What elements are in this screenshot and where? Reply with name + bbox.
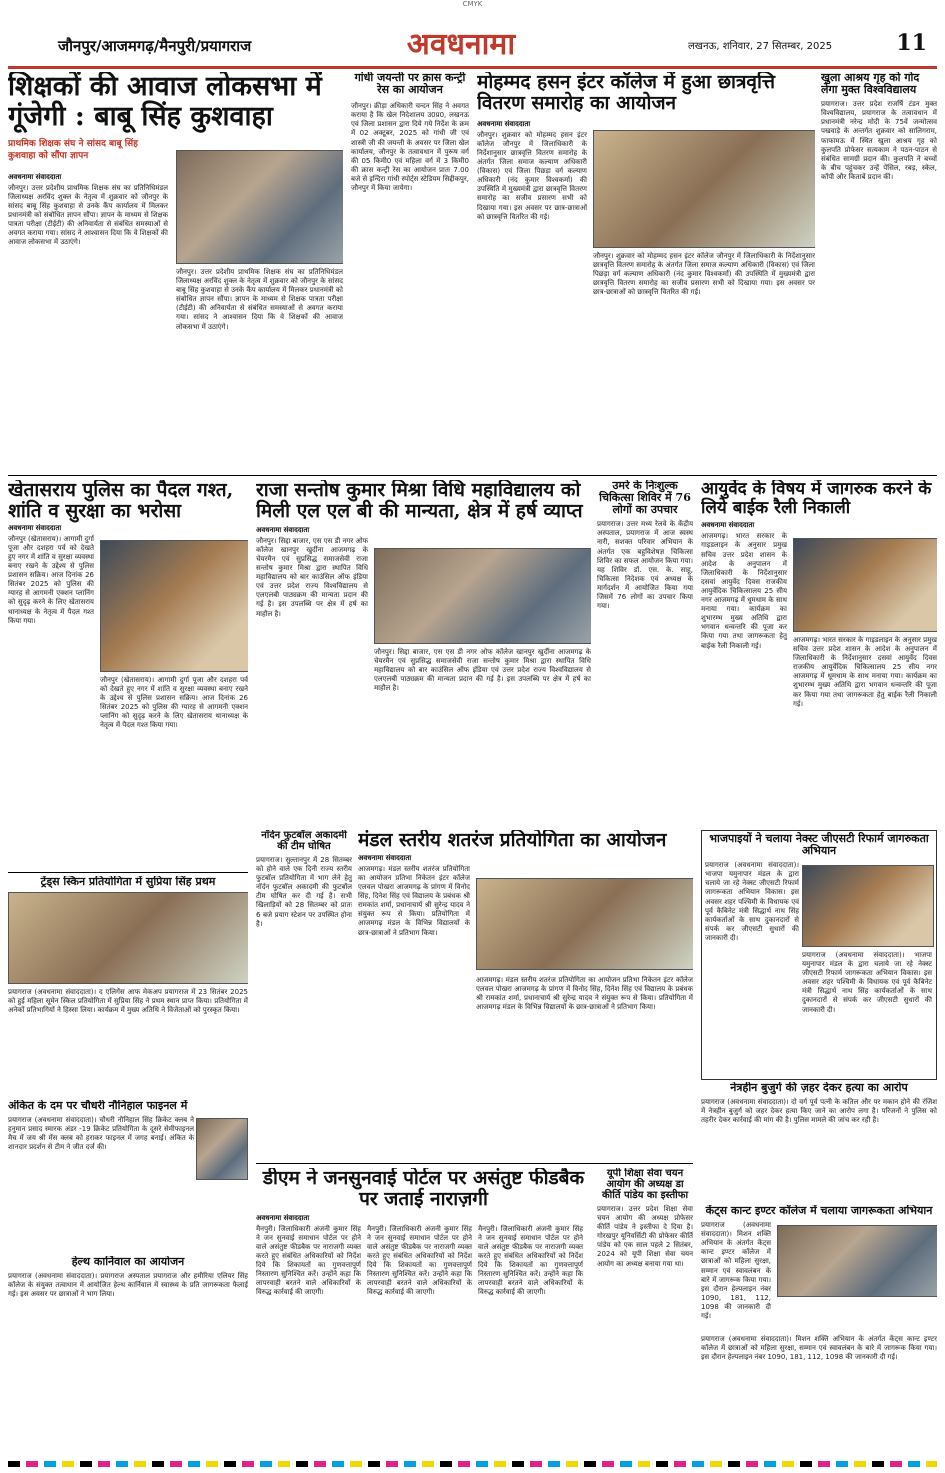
article-dm <box>256 1168 591 1458</box>
article-khetasarai <box>8 480 248 870</box>
article-body: जौनपुर। उत्तर प्रदेशीय प्राथमिक शिक्षक संघ का प्रतिनिधिमंडल जिलाध्यक्ष अरविंद शुक्ल के नेतृत्व में शुक्रवार को जौनपुर के सांसद बाबू सिंह कुशवाहा से उनके कैंप कार्यालय में मिलकर प्रधानमंत्री को संबोधित ज्ञापन सौंपा। ज्ञापन के माध्यम से शिक्षक पात्रता परीक्षा (टीईटी) की अनिवार्यता से संबंधित समस्याओं से अवगत कराया गया। सांसद ने आश्वासन दिया कि वे शिक्षकों की आवाज लोकसभा में उठाएंगे। <box>8 183 168 247</box>
article-headline: अंकित के दम पर चौधरी नौनिहाल फाइनल में <box>8 1100 188 1112</box>
article-body-cont: जौनपुर। सिद्दा बाजार, एस एस डी नगर ओफ कॉलेज खानपुर खुर्दीना आजमगढ़ के चेयरमैन एवं सुप्रसिद्ध समाजसेवी राजा सन्तोष कुमार मिश्रा द्वारा स्थापित विधि महाविद्यालय को बार काउंसिल ऑफ इंडिया एवं उत्तर प्रदेश राज्य विश्वविद्यालय से एलएलबी पाठ्यक्रम की मान्यता प्रदान की गई है। इस उपलब्धि पर क्षेत्र में हर्ष का माहौल है। <box>374 648 591 693</box>
article-cantt <box>701 1205 937 1460</box>
article-gst <box>701 830 937 1080</box>
article-body: प्रयागराज (अवधनामा संवाददाता)। दो वर्ग पूर्व पत्नी के कतिल और पर मकान होने की रंजिश में नेत्रहीन बुजुर्ग को जहर देकर हत्या किए जाने का आरोप लगा है। परिजनों ने पुलिस को तहरीर देकर कार्रवाई की मांग की है। पुलिस मामले की जांच कर रही है। <box>701 1098 937 1125</box>
article-photo <box>374 548 591 644</box>
article-headline: आयुर्वेद के विषय में जागरुक करने के लिये बाईक रैली निकाली <box>701 480 932 518</box>
article-body: आजमगढ़। भारत सरकार के गाइडलाइन के अनुसार प्रमुख सचिव उत्तर प्रदेश शासन के आदेश के अनुपालन में जिलाधिकारी के निर्देशानुसार दसवां आयुर्वेद दिवस राजकीय आयुर्वेदिक चिकित्सालय 25 सीय नगर आजमगढ़ में धूमधाम के साथ मनाया गया। कार्यक्रम का शुभारम्भ मुख्य अतिथि द्वारा भगवान धन्वन्तरि की पूजा कर किया गया तथा जागरूकता हेतु बाईक रैली निकाली गई। <box>701 532 787 650</box>
article-headline: नॉर्दन फुटबॉल अकादमी की टीम घोषित <box>261 830 347 852</box>
article-byline: अवधनामा संवाददाता <box>8 523 62 532</box>
article-headline: भाजपाइयों ने चलाया नेक्स्ट जीएसटी रिफार्म जागरुकता अभियान <box>709 832 929 858</box>
article-northern <box>256 830 352 1160</box>
article-headline: केंट्स कान्ट इण्टर कॉलेज में चलाया जागरूकता अभियान <box>705 1205 933 1217</box>
article-body: जौनपुर (खेतासराय)। आगामी दुर्गा पूजा और दशहरा पर्व को देखते हुए नगर में शांति व सुरक्षा व्यवस्था बनाए रखने के उद्देश्य से पुलिस प्रशासन सक्रिय। आज दिनांक 26 सितंबर 2025 को पुलिस की ग्यारह से आगमनी एक्शन प्लानिंग को सुदृढ़ करने के लिए खेतासराय थानाध्यक्ष के नेतृत्व में पैदल गश्त किया गया। <box>8 534 94 625</box>
article-headline: ट्रेंड्स स्किन प्रतियोगिता में सुप्रिया सिंह प्रथम <box>40 876 216 888</box>
article-headline: हेल्थ कार्निवाल का आयोजन <box>71 1256 185 1268</box>
page-number: 11 <box>896 30 927 56</box>
article-body-cont2: मैनपुरी। जिलाधिकारी अंजनी कुमार सिंह ने जन सुनवाई समाधान पोर्टल पर होने वाले असंतुष्ट फीडबैक पर नाराजगी व्यक्त करते हुए संबंधित अधिकारियों को निर्देश दिये कि शिकायतों का गुणवत्तापूर्ण निस्तारण सुनिश्चित करें। उन्होंने कहा कि लापरवाही बरतने वाले अधिकारियों के विरुद्ध कार्रवाई की जाएगी। <box>478 1224 583 1297</box>
article-photo <box>8 892 248 984</box>
article-byline: अवधनामा संवाददाता <box>701 521 755 530</box>
article-byline: अवधनामा संवाददाता <box>8 172 62 181</box>
article-body-cont: जौनपुर। उत्तर प्रदेशीय प्राथमिक शिक्षक संघ का प्रतिनिधिमंडल जिलाध्यक्ष अरविंद शुक्ल के नेतृत्व में शुक्रवार को जौनपुर के सांसद बाबू सिंह कुशवाहा से उनके कैंप कार्यालय में मिलकर प्रधानमंत्री को संबोधित ज्ञापन सौंपा। ज्ञापन के माध्यम से शिक्षक पात्रता परीक्षा (टीईटी) की अनिवार्यता से संबंधित समस्याओं से अवगत कराया गया। सांसद ने आश्वासन दिया कि वे शिक्षकों की आवाज लोकसभा में उठाएंगे। <box>176 268 343 331</box>
divider <box>8 475 937 476</box>
article-photo <box>476 878 693 970</box>
article-photo <box>196 1118 248 1180</box>
article-body-cont: मैनपुरी। जिलाधिकारी अंजनी कुमार सिंह ने जन सुनवाई समाधान पोर्टल पर होने वाले असंतुष्ट फीडबैक पर नाराजगी व्यक्त करते हुए संबंधित अधिकारियों को निर्देश दिये कि शिकायतों का गुणवत्तापूर्ण निस्तारण सुनिश्चित करें। उन्होंने कहा कि लापरवाही बरतने वाले अधिकारियों के विरुद्ध कार्रवाई की जाएगी। <box>367 1224 472 1297</box>
article-body: प्रयागराज। उत्तर प्रदेश शिक्षा सेवा चयन आयोग की अध्यक्ष प्रोफेसर कीर्ति पांडेय ने इस्तीफा दे दिया है। गोरखपुर यूनिवर्सिटी की प्रोफेसर कीर्ति पांडेय को एक साल पहले 2 सितंबर, 2024 को यूपी शिक्षा सेवा चयन आयोग का अध्यक्ष बनाया गया था। <box>597 1205 693 1268</box>
article-photo <box>793 538 937 632</box>
article-headline: मोहम्मद हसन इंटर कॉलेज में हुआ छात्रवृत्ति वितरण समारोह का आयोजन <box>477 72 776 114</box>
article-murder <box>701 1082 937 1202</box>
page-header <box>8 26 937 69</box>
article-chess <box>358 830 693 1160</box>
cmyk-mark: CMYK <box>462 0 483 8</box>
article-headline: शिक्षकों की आवाज लोकसभा में गूंजेगी : बाबू सिंह कुशवाहा <box>8 72 322 132</box>
color-registration-bar <box>8 1461 937 1467</box>
article-byline: अवधनामा संवाददाता <box>256 1213 310 1222</box>
article-body: प्रयागराज (अवधनामा संवाददाता)। प्रयागराज अस्पताल प्रयागराज और हमीरिया एलियर सिंह कॉलेज के संयुक्त तत्वाधान में आयोजित हेल्थ कार्निवाल में स्वास्थ्य के प्रति जागरूकता फैलाई गई। इस अवसर पर छात्राओं ने भाग लिया। <box>8 1272 248 1299</box>
article-kicker: प्राथमिक शिक्षक संघ ने सांसद बाबू सिंह कुशवाहा को सौंपा ज्ञापन <box>8 139 138 162</box>
article-headline: मंडल स्तरीय शतरंज प्रतियोगिता का आयोजन <box>358 830 667 851</box>
article-body: आजमगढ़। मंडल स्तरीय शतरंज प्रतियोगिता का आयोजन प्रतिभा निकेतन इंटर कॉलेज एलवल पोखरा आजमगढ़ के प्रांगण में विनोद सिंह, दिनेश सिंह एवं विद्यालय के प्रबंधक श्री रामकांत शर्मा, प्रधानाचार्य श्री सुरेन्द्र यादव ने संयुक्त रूप से किया। प्रतियोगिता में आजमगढ़ मंडल के विभिन्न विद्यालयों के छात्र-छात्राओं ने प्रतिभाग किया। <box>358 864 470 937</box>
article-hasan <box>477 72 815 472</box>
article-byline: अवधनामा संवाददाता <box>477 119 531 128</box>
article-photo <box>100 540 248 672</box>
article-headline: नेत्रहीन बुजुर्ग की ज़हर देकर हत्या का आरोप <box>730 1082 908 1094</box>
article-body: प्रयागराज (अवधनामा संवाददाता)। मिशन शक्ति अभियान के अंतर्गत केंट्स कान्ट इण्टर कॉलेज में छात्राओं को महिला सुरक्षा, सम्मान एवं स्वावलंबन के बारे में जागरूक किया गया। इस दौरान हेल्पलाइन नंबर 1090, 181, 112, 1098 की जानकारी दी गई। <box>701 1221 771 1321</box>
article-photo <box>802 865 934 947</box>
article-upsc <box>597 1168 693 1458</box>
article-ayurveda <box>701 480 937 825</box>
article-health <box>8 1256 248 1456</box>
article-body: मैनपुरी। जिलाधिकारी अंजनी कुमार सिंह ने जन सुनवाई समाधान पोर्टल पर होने वाले असंतुष्ट फीडबैक पर नाराजगी व्यक्त करते हुए संबंधित अधिकारियों को निर्देश दिये कि शिकायतों का गुणवत्तापूर्ण निस्तारण सुनिश्चित करें। उन्होंने कहा कि लापरवाही बरतने वाले अधिकारियों के विरुद्ध कार्रवाई की जाएगी। <box>256 1224 361 1297</box>
article-body: जौनपुर। शुक्रवार को मोहम्मद हसन इंटर कॉलेज जौनपुर में जिलाधिकारी के निर्देशानुसार छात्रवृत्ति वितरण समारोह के अंतर्गत जिला समाज कल्याण अधिकारी (विकास) एवं जिला पिछड़ा वर्ग कल्याण अधिकारी (नंद कुमार विश्वकर्मा) की उपस्थिति में मुख्यमंत्री द्वारा छात्रवृत्ति वितरण समारोह का सजीव प्रसारण सभी को दिखाया गया। इस अवसर पर छात्र-छात्राओं को छात्रवृत्ति वितरित की गई। <box>477 130 587 221</box>
article-body: जौनपुर। क्रीड़ा अधिकारी चन्दन सिंह ने अवगत कराया है कि खेल निदेशालय उ0प्र0, लखनऊ एवं जिला प्रशासन द्वारा दिये गये निर्देश के क्रम में 02 अक्टूबर, 2025 को गांधी जी एवं शास्त्री जी की जयन्ती के अवसर पर जिला खेल कार्यालय, जौनपुर के तत्वावधान में पुरूष वर्ग की 05 किमी0 एवं महिला वर्ग में 3 किमी0 की क्रास कन्ट्री रेस का आयोजन प्रातः 7.00 बजे से इन्दिरा गांधी स्पोर्ट्स स्टेडियम सिद्दीकपुर, जौनपुर में किया जायेगा। <box>351 102 469 193</box>
article-body-cont: आजमगढ़। भारत सरकार के गाइडलाइन के अनुसार प्रमुख सचिव उत्तर प्रदेश शासन के आदेश के अनुपालन में जिलाधिकारी के निर्देशानुसार दसवां आयुर्वेद दिवस राजकीय आयुर्वेदिक चिकित्सालय 25 सीय नगर आजमगढ़ में धूमधाम के साथ मनाया गया। कार्यक्रम का शुभारम्भ मुख्य अतिथि द्वारा भगवान धन्वन्तरि की पूजा कर किया गया तथा जागरूकता हेतु बाईक रैली निकाली गई। <box>793 636 937 708</box>
article-headline: राजा सन्तोष कुमार मिश्रा विधि महाविद्यालय को मिली एल एल बी की मान्यता, क्षेत्र में हर्ष व्याप्त <box>256 480 583 522</box>
divider <box>256 1163 693 1164</box>
article-body: प्रयागराज। सुल्तानपुर में 28 सितम्बर को होने वाले एक दिनी राज्य स्तरीय फुटबॉल प्रतियोगिता में भाग लेने हेतु नॉर्दन फुटबॉल अकादमी की फुटबॉल टीम घोषित कर दी गई है। सभी खिलाड़ियों को 28 सितम्बर को प्रातः 6 बजे प्रयाग स्टेशन पर उपस्थित होना है। <box>256 856 352 928</box>
article-headline: खुला आश्रय गृह को गोद लेगा मुक्त विश्वविद्यालय <box>821 72 920 97</box>
article-body: प्रयागराज (अवधनामा संवाददाता)। चौधरी नौनिहाल सिंह क्रिकेट क्लब ने हनुमान प्रसाद स्मारक अंडर -19 क्रिकेट प्रतियोगिता के दूसरे सेमीफाइनल मैच में जय श्री मेंस क्लब को हराकर फाइनल में जगह बनाई। अंकित के शानदार प्रदर्शन से टीम ने जीत दर्ज की। <box>8 1116 194 1152</box>
article-body: प्रयागराज (अवधनामा संवाददाता)। द एलिगेंस आफ मेकअप प्रयागराज में 23 सितंबर 2025 को हुई महिला सूमेन स्किल प्रतियोगिता में सुप्रिया सिंह ने प्रथम स्थान प्राप्त किया। प्रतियोगिता में अनेकों प्रतिभागियों ने हिस्सा लिया। कार्यक्रम में मुख्य अतिथि ने विजेताओं को पुरस्कृत किया। <box>8 988 248 1015</box>
region-label: जौनपुर/आजमगढ़/मैनपुरी/प्रयागराज <box>58 37 252 55</box>
article-byline: अवधनामा संवाददाता <box>358 853 412 862</box>
article-body: जौनपुर। सिद्दा बाजार, एस एस डी नगर ओफ कॉलेज खानपुर खुर्दीना आजमगढ़ के चेयरमैन एवं सुप्रसिद्ध समाजसेवी राजा सन्तोष कुमार मिश्रा द्वारा स्थापित विधि महाविद्यालय को बार काउंसिल ऑफ इंडिया एवं उत्तर प्रदेश राज्य विश्वविद्यालय से एलएलबी पाठ्यक्रम की मान्यता प्रदान की गई है। इस उपलब्धि पर क्षेत्र में हर्ष का माहौल है। <box>256 536 368 618</box>
article-headline: खेतासराय पुलिस का पैदल गश्त, शांति व सुरक्षा का भरोसा <box>8 480 234 522</box>
divider <box>8 872 248 873</box>
article-photo <box>176 150 343 264</box>
article-body: प्रयागराज। उत्तर प्रदेश राजर्षि टंडन मुक्त विश्वविद्यालय, प्रयागराज के तत्वावधान में प्रधानमंत्री नरेन्द्र मोदी के 75वें जन्मोत्सव पखवाड़े के अन्तर्गत शुक्रवार को सालिगराम, फाफामऊ में स्थित खुला आश्रय गृह को कुलपति प्रोफेसर सत्यकाम ने पठन-पाठन से संबंधित सामग्री प्रदान की। कुलपति ने बच्चों के बीच पहुंचकर उन्हें पेंसिल, रबड़, स्केल, कॉपी और किताबें प्रदान कीं। <box>821 100 937 181</box>
article-headline: डीएम ने जनसुनवाई पोर्टल पर असंतुष्ट फीडबैक पर जताई नाराज़गी <box>262 1168 585 1210</box>
issue-date: लखनऊ, शनिवार, 27 सितम्बर, 2025 <box>688 41 833 52</box>
article-ankit <box>8 1100 248 1250</box>
article-camp <box>597 480 693 820</box>
article-headline: उमरे के निःशुल्क चिकित्सा शिविर में 76 लोगों का उपचार <box>599 480 691 517</box>
masthead-logo: अवधनामा <box>406 27 516 62</box>
article-lead <box>8 72 343 472</box>
article-headline: यूपी शिक्षा सेवा चयन आयोग की अध्यक्ष डा कीर्ति पांडेय का इस्तीफा <box>601 1168 689 1201</box>
article-gandhi <box>351 72 469 472</box>
article-trend <box>8 876 248 1096</box>
article-body-cont: आजमगढ़। मंडल स्तरीय शतरंज प्रतियोगिता का आयोजन प्रतिभा निकेतन इंटर कॉलेज एलवल पोखरा आजमगढ़ के प्रांगण में विनोद सिंह, दिनेश सिंह एवं विद्यालय के प्रबंधक श्री रामकांत शर्मा, प्रधानाचार्य श्री सुरेन्द्र यादव ने संयुक्त रूप से किया। प्रतियोगिता में आजमगढ़ मंडल के विभिन्न विद्यालयों के छात्र-छात्राओं ने प्रतिभाग किया। <box>476 976 693 1012</box>
article-body-cont: प्रयागराज (अवधनामा संवाददाता)। भाजपा यमुनापार मंडल के द्वारा चलाये जा रहे नेक्स्ट जीएसटी रिफार्म जागरूकता अभियान विकास। इस अवसर शहर पश्चिमी के विधायक एवं पूर्व कैबिनेट मंत्री सिद्धार्थ नाथ सिंह कार्यकर्ताओं के साथ दुकानदारों से संपर्क कर जीएसटी सुधारों की जानकारी दी। <box>802 951 932 1014</box>
article-khula <box>821 72 937 472</box>
article-body: प्रयागराज (अवधनामा संवाददाता)। भाजपा यमुनापार मंडल के द्वारा चलाये जा रहे नेक्स्ट जीएसटी रिफार्म जागरूकता अभियान विकास। इस अवसर शहर पश्चिमी के विधायक एवं पूर्व कैबिनेट मंत्री सिद्धार्थ नाथ सिंह कार्यकर्ताओं के साथ दुकानदारों से संपर्क कर जीएसटी सुधारों की जानकारी दी। <box>705 861 799 942</box>
article-headline: गांधी जयन्ती पर क्रास कन्ट्री रेस का आयोजन <box>354 72 466 97</box>
article-photo <box>593 130 815 248</box>
article-body-cont: प्रयागराज (अवधनामा संवाददाता)। मिशन शक्ति अभियान के अंतर्गत केंट्स कान्ट इण्टर कॉलेज में छात्राओं को महिला सुरक्षा, सम्मान एवं स्वावलंबन के बारे में जागरूक किया गया। इस दौरान हेल्पलाइन नंबर 1090, 181, 112, 1098 की जानकारी दी गई। <box>701 1335 937 1362</box>
article-byline: अवधनामा संवाददाता <box>256 525 310 534</box>
article-rajasantosh <box>256 480 591 825</box>
article-body-cont: जौनपुर। शुक्रवार को मोहम्मद हसन इंटर कॉलेज जौनपुर में जिलाधिकारी के निर्देशानुसार छात्रवृत्ति वितरण समारोह के अंतर्गत जिला समाज कल्याण अधिकारी (विकास) एवं जिला पिछड़ा वर्ग कल्याण अधिकारी (नंद कुमार विश्वकर्मा) की उपस्थिति में मुख्यमंत्री द्वारा छात्रवृत्ति वितरण समारोह का सजीव प्रसारण सभी को दिखाया गया। इस अवसर पर छात्र-छात्राओं को छात्रवृत्ति वितरित की गई। <box>593 252 815 297</box>
article-body: प्रयागराज। उत्तर मध्य रेलवे के केंद्रीय अस्पताल, प्रयागराज में आज स्वस्थ नारी, सशक्त परिवार अभियान के अंतर्गत एक बहुविशेषज्ञ चिकित्सा शिविर का सफल आयोजन किया गया। यह शिविर डॉ. एस. के. साहू, चिकित्सा निदेशक एवं अध्यक्ष के मार्गदर्शन में आयोजित किया गया जिसमें 76 लोगों का उपचार किया गया। <box>597 520 693 611</box>
article-photo <box>777 1225 937 1297</box>
newspaper-page <box>8 0 937 1473</box>
article-body-cont: जौनपुर (खेतासराय)। आगामी दुर्गा पूजा और दशहरा पर्व को देखते हुए नगर में शांति व सुरक्षा व्यवस्था बनाए रखने के उद्देश्य से पुलिस प्रशासन सक्रिय। आज दिनांक 26 सितंबर 2025 को पुलिस की ग्यारह से आगमनी एक्शन प्लानिंग को सुदृढ़ करने के लिए खेतासराय थानाध्यक्ष के नेतृत्व में पैदल गश्त किया गया। <box>100 676 248 730</box>
